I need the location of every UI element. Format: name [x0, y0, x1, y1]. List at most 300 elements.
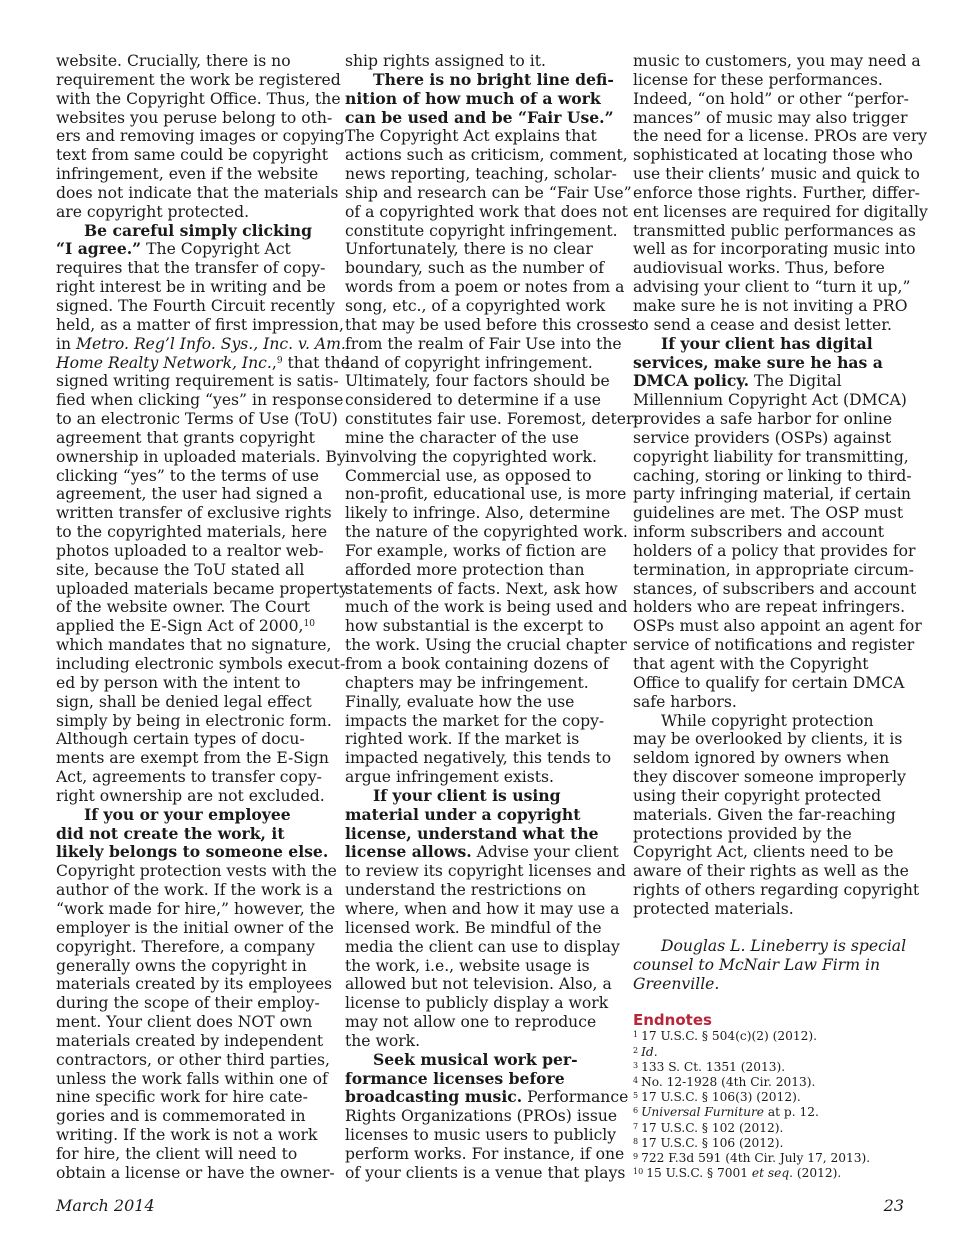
text-line [56, 881, 333, 900]
text-line [56, 899, 336, 919]
text-run: guidelines are met. The OSP must [633, 504, 904, 523]
text-line [633, 183, 920, 203]
text-line [633, 108, 908, 128]
text-line [56, 146, 328, 165]
text-line [633, 749, 905, 768]
text-line [56, 203, 328, 222]
text-run: audiovisual works. Thus, before [633, 259, 885, 278]
text-line [345, 617, 617, 636]
text-line [633, 278, 911, 297]
text-run: licenses to music users to publicly [345, 1126, 617, 1145]
endnote-item [633, 1121, 905, 1136]
text-run: to the copyrighted materials, here [56, 523, 328, 542]
text-run: ed by person with the intent to [56, 673, 301, 692]
text-line [56, 918, 334, 938]
text-line [56, 315, 344, 335]
text-line [345, 561, 617, 580]
text-run: involving the copyrighted work. [345, 447, 597, 466]
text-run: to an electronic Terms of Use (ToU) [56, 410, 338, 429]
text-run: 722 F.3d 591 (4th Cir. July 17, 2013). [641, 1150, 871, 1165]
text-run: employer is the initial owner of the [56, 918, 334, 937]
italic-run: Id. [641, 1044, 658, 1059]
endnote-number: 1 [633, 1030, 639, 1040]
text-line [56, 372, 339, 391]
text-line [345, 749, 617, 768]
text-line [56, 89, 341, 109]
text-line [633, 881, 920, 900]
text-line [633, 617, 922, 636]
text-line [345, 146, 628, 165]
text-run: Ultimately, four factors should be [345, 372, 610, 391]
bold-lead: nition of how much of a work [345, 88, 601, 108]
text-run: Commercial use, as opposed to [345, 466, 592, 485]
text-run: Performance [522, 1088, 629, 1107]
text-line [56, 485, 328, 504]
text-run: may not allow one to reproduce [345, 1013, 597, 1032]
text-run: righted work. If the market is [345, 730, 580, 749]
text-line [633, 825, 905, 844]
text-run: agreement that grants copyright [56, 428, 315, 447]
text-line [56, 447, 346, 467]
footnote-ref: 9 [276, 355, 283, 366]
endnote-item [633, 1060, 905, 1075]
endnote-item [633, 1151, 905, 1166]
bold-lead: If your client is using [373, 785, 561, 805]
endnote-item [633, 1029, 905, 1044]
text-line [56, 278, 328, 297]
text-run: 17 U.S.C. § 106 (2012). [641, 1135, 784, 1150]
text-run: actions such as criticism, comment, [345, 146, 628, 165]
text-run: at p. 12. [764, 1105, 819, 1120]
text-line [56, 806, 328, 825]
text-run: constitute copyright infringement. [345, 221, 618, 240]
text-run: afforded more protection than [345, 560, 585, 579]
text-line [633, 862, 909, 881]
text-run: perform works. For instance, if one [345, 1144, 625, 1163]
text-line [56, 1032, 328, 1051]
text-run: copyright. Therefore, a company [56, 937, 315, 956]
text-run: land of copyright infringement. [345, 353, 593, 372]
text-line [56, 1163, 335, 1183]
text-run: statements of facts. Next, ask how [345, 579, 618, 598]
text-run: are copyright protected. [56, 202, 250, 221]
text-run: that agent with the Copyright [633, 655, 869, 673]
bold-lead: Be careful simply clicking [84, 220, 312, 240]
italic-run: Greenville. [633, 974, 720, 993]
text-run: photos uploaded to a realtor web- [56, 541, 324, 560]
text-line [56, 579, 348, 599]
text-run: use their clients’ music and quick to [633, 165, 920, 184]
text-run: Office to qualify for certain DMCA [633, 673, 905, 692]
text-run: Although certain types of docu- [56, 730, 305, 749]
bold-lead: can be used and be “Fair Use.” [345, 107, 614, 127]
text-run: “work made for hire,” however, the [56, 899, 336, 918]
bold-lead: did not create the work, it [56, 823, 285, 843]
text-run: written transfer of exclusive rights [56, 504, 332, 523]
text-line [345, 278, 625, 297]
text-run: 15 U.S.C. § 7001 [646, 1166, 752, 1181]
text-line [56, 429, 328, 448]
endnote-number: 5 [633, 1091, 639, 1101]
text-line [633, 900, 905, 919]
text-run: transmitted public performances as [633, 221, 916, 240]
text-run: Finally, evaluate how the use [345, 692, 575, 711]
text-line [345, 297, 617, 316]
text-run: using their copyright protected [633, 786, 882, 805]
text-line [633, 956, 905, 975]
text-line [633, 636, 915, 655]
text-line [345, 787, 617, 806]
text-line [56, 862, 337, 881]
spacer [633, 993, 905, 1011]
text-run: applied the E-Sign Act of 2000, [56, 617, 304, 636]
text-line [633, 335, 905, 354]
text-run: media the client can use to display [345, 937, 620, 956]
text-line [56, 843, 328, 862]
text-line [56, 391, 344, 410]
text-run: license to publicly display a work [345, 994, 609, 1013]
column-3 [633, 52, 928, 1181]
text-run: does not indicate that the materials [56, 183, 339, 202]
text-line [633, 579, 917, 599]
text-line [56, 975, 333, 994]
endnote-item [633, 1075, 905, 1090]
text-line [345, 712, 617, 731]
text-line [56, 523, 328, 542]
italic-run: Home Realty Network, Inc. [56, 353, 272, 372]
text-line [56, 296, 335, 316]
text-run: nine specific work for hire cate- [56, 1088, 308, 1107]
text-line [345, 1070, 617, 1089]
text-run: No. 12-1928 (4th Cir. 2013). [641, 1074, 816, 1089]
text-run: of a copyrighted work that does not [345, 202, 628, 221]
endnote-item [633, 1090, 905, 1105]
text-run: ship rights assigned to it. [345, 52, 546, 70]
endnote-item [633, 1045, 905, 1060]
text-run: sign, shall be denied legal effect [56, 692, 312, 711]
text-line [633, 296, 908, 316]
text-line [56, 127, 345, 146]
text-run: from the realm of Fair Use into the [345, 334, 622, 353]
text-line [345, 806, 617, 825]
text-line [633, 655, 905, 674]
text-line [56, 1013, 328, 1032]
text-run: well as for incorporating music into [633, 240, 916, 259]
text-line [633, 447, 909, 467]
italic-run: Universal Furniture [641, 1105, 764, 1120]
text-line [345, 127, 617, 146]
text-line [56, 222, 328, 241]
text-run: uploaded materials became property [56, 579, 348, 598]
text-line [56, 655, 346, 674]
text-run: license for these performances. [633, 70, 883, 89]
text-line [56, 957, 328, 976]
text-run: ownership in uploaded materials. By [56, 447, 346, 466]
text-run: non-profit, educational use, is more [345, 485, 627, 504]
text-run: text from same could be copyright [56, 146, 329, 165]
text-line [56, 787, 328, 806]
text-line [345, 1087, 629, 1107]
footer-page-number: 23 [883, 1196, 904, 1215]
text-line [345, 1051, 617, 1070]
text-run: clicking “yes” to the terms of use [56, 466, 319, 485]
text-run: ship and research can be “Fair Use” [345, 183, 632, 202]
text-line [633, 165, 920, 184]
text-run: ent licenses are required for digitally [633, 202, 928, 221]
text-run: constitutes fair use. Foremost, deter- [345, 410, 639, 429]
endnotes-list [633, 1029, 905, 1181]
text-line [345, 843, 617, 862]
text-run: The Digital [749, 372, 842, 391]
text-line [633, 674, 905, 693]
text-run: which mandates that no signature, [56, 636, 332, 655]
text-line [56, 240, 328, 259]
text-line [633, 541, 916, 561]
text-run: obtain a license or have the owner- [56, 1163, 335, 1182]
text-line [345, 899, 620, 919]
text-line [56, 561, 328, 580]
text-run: generally owns the copyright in [56, 956, 307, 975]
text-line [345, 109, 617, 128]
text-run: protections provided by the [633, 824, 852, 843]
bold-lead: license, understand what the [345, 823, 599, 843]
text-run: Act, agreements to transfer copy- [56, 768, 322, 787]
text-run: holders who are repeat infringers. [633, 598, 906, 617]
text-run: where, when and how it may use a [345, 899, 620, 918]
text-line [345, 52, 617, 71]
text-line [345, 957, 617, 976]
text-line [633, 146, 913, 165]
text-line [56, 334, 346, 354]
text-run: service of notifications and register [633, 636, 915, 655]
text-run: from a book containing dozens of [345, 655, 609, 673]
endnote-number: 8 [633, 1136, 639, 1146]
bold-lead: license allows. [345, 842, 472, 862]
text-line [633, 372, 905, 391]
text-line [345, 222, 617, 241]
text-line [633, 410, 905, 429]
text-line [633, 259, 905, 278]
text-run: signed. The Fourth Circuit recently [56, 296, 335, 315]
text-run: holders of a policy that provides for [633, 541, 916, 560]
text-run: service providers (OSPs) against [633, 428, 892, 447]
text-line [633, 937, 905, 956]
text-line [345, 372, 617, 391]
text-line [345, 598, 628, 617]
text-line [56, 165, 328, 184]
text-line [633, 89, 909, 109]
text-run: agreement, the user had signed a [56, 485, 323, 504]
endnotes-heading: Endnotes [633, 1011, 712, 1030]
text-line [633, 71, 905, 90]
endnote-number: 4 [633, 1075, 639, 1085]
text-line [345, 448, 617, 467]
text-run: enforce those rights. Further, differ- [633, 183, 920, 202]
text-run: of the website owner. The Court [56, 598, 310, 617]
text-run: unless the work falls within one of [56, 1069, 328, 1088]
text-line [633, 806, 905, 825]
text-run: in [56, 334, 76, 353]
text-run: 17 U.S.C. § 102 (2012). [641, 1120, 784, 1135]
text-line [633, 485, 911, 504]
text-line [345, 862, 626, 881]
text-line [56, 1107, 328, 1126]
text-run: contractors, or other third parties, [56, 1050, 330, 1069]
text-line [345, 1013, 617, 1032]
text-run: caching, storing or linking to third- [633, 466, 912, 485]
text-run: to review its copyright licenses and [345, 862, 626, 881]
text-run: gories and is commemorated in [56, 1107, 306, 1126]
bold-lead: If your client has digital [661, 333, 873, 353]
text-line [345, 1032, 617, 1051]
endnote-number: 2 [633, 1045, 639, 1055]
text-run: requirement the work be registered [56, 70, 341, 89]
text-line [56, 259, 328, 278]
text-run: seldom ignored by owners when [633, 749, 890, 768]
text-line [633, 221, 916, 241]
text-run: ments are exempt from the E-Sign [56, 749, 329, 768]
text-run: allowed but not television. Also, a [345, 975, 612, 994]
italic-run: counsel to McNair Law Firm in [633, 955, 881, 974]
text-run: 17 U.S.C. § 106(3) (2012). [641, 1090, 801, 1105]
endnote-number: 3 [633, 1060, 639, 1070]
text-line [345, 523, 628, 542]
text-run: Advise your client [471, 843, 619, 862]
text-run: to send a cease and desist letter. [633, 315, 892, 334]
text-run: Copyright protection vests with the [56, 862, 337, 881]
footnote-ref: 10 [303, 619, 315, 630]
text-run: mine the character of the use [345, 428, 579, 447]
text-line [633, 52, 921, 71]
text-run: Millennium Copyright Act (DMCA) [633, 391, 907, 410]
text-line [345, 1163, 626, 1183]
bold-lead: formance licenses before [345, 1068, 565, 1088]
footer-date: March 2014 [56, 1196, 155, 1215]
text-run: The Copyright Act [141, 240, 291, 259]
text-run: right ownership are not excluded. [56, 786, 325, 805]
text-line [345, 71, 617, 90]
text-line [345, 975, 617, 994]
text-run: the work, i.e., website usage is [345, 956, 590, 975]
text-line [633, 975, 905, 994]
text-line [345, 240, 617, 259]
text-run: protected materials. [633, 899, 794, 918]
endnote-number: 7 [633, 1121, 639, 1131]
text-line [345, 354, 617, 373]
text-run: party infringing material, if certain [633, 485, 911, 504]
text-run: understand the restrictions on [345, 881, 586, 900]
text-run: materials created by independent [56, 1031, 324, 1050]
text-line [345, 580, 617, 599]
text-run: they discover someone improperly [633, 768, 906, 787]
text-line [56, 994, 328, 1013]
italic-run: et seq [751, 1166, 790, 1181]
text-line [345, 410, 639, 429]
text-line [345, 994, 617, 1013]
text-run: for hire, the client will need to [56, 1144, 298, 1163]
text-run: While copyright protection [661, 711, 874, 730]
text-line [56, 693, 328, 712]
endnote-number: 10 [633, 1167, 644, 1177]
endnote-number: 9 [633, 1151, 639, 1161]
bold-lead: There is no bright line defi- [373, 69, 614, 89]
text-run: termination, in appropriate circum- [633, 560, 914, 579]
text-line [345, 429, 617, 448]
text-run: mances” of music may also trigger [633, 108, 908, 127]
text-run: , [271, 353, 277, 372]
text-run: requires that the transfer of copy- [56, 259, 326, 278]
text-line [633, 240, 916, 259]
text-run: signed writing requirement is satis- [56, 372, 339, 391]
bold-lead: Seek musical work per- [373, 1049, 578, 1069]
text-run: site, because the ToU stated all [56, 560, 305, 579]
text-run: much of the work is being used and [345, 598, 628, 617]
text-run: websites you peruse belong to oth- [56, 108, 333, 127]
text-line [56, 938, 328, 957]
text-line [345, 881, 617, 900]
text-line [56, 183, 339, 203]
text-run: Indeed, “on hold” or other “perfor- [633, 89, 909, 108]
text-run: sophisticated at locating those who [633, 146, 913, 165]
text-line [345, 674, 617, 693]
text-line [345, 636, 627, 655]
text-line [633, 787, 905, 806]
text-line [345, 825, 617, 844]
text-run: rights of others regarding copyright [633, 881, 920, 900]
text-run: chapters may be infringement. [345, 673, 589, 692]
text-run: impacted negatively, this tends to [345, 749, 612, 768]
text-run: materials created by its employees [56, 975, 333, 994]
text-run: music to customers, you may need a [633, 52, 921, 70]
text-line [56, 353, 350, 373]
text-line [345, 655, 617, 674]
spacer [633, 919, 905, 937]
text-line [56, 768, 328, 787]
text-line [633, 127, 928, 146]
italic-run: Douglas L. Lineberry is special [661, 936, 907, 955]
column-1 [56, 52, 350, 1183]
bold-lead: material under a copyright [345, 804, 581, 824]
text-run: fied when clicking “yes” in response [56, 391, 344, 410]
bold-lead: DMCA policy. [633, 371, 750, 391]
text-line [56, 1070, 328, 1089]
text-line [633, 316, 905, 335]
text-line [633, 202, 928, 222]
column-3-body [633, 52, 928, 993]
text-run: may be overlooked by clients, it is [633, 730, 903, 749]
text-line [56, 542, 328, 561]
text-line [345, 90, 617, 109]
text-line [56, 504, 332, 523]
text-line [345, 1126, 617, 1145]
text-line [56, 467, 328, 486]
text-run: safe harbors. [633, 692, 737, 711]
bold-lead: If you or your employee [84, 804, 291, 824]
text-run: the nature of the copyrighted work. [345, 523, 628, 542]
text-run: that the [282, 353, 350, 372]
text-line [345, 202, 628, 222]
text-line [56, 674, 328, 693]
text-run: boundary, such as the number of [345, 259, 605, 278]
text-run: simply by being in electronic form. [56, 711, 332, 730]
text-run: infringement, even if the website [56, 165, 319, 184]
text-run: copyright liability for transmitting, [633, 447, 909, 466]
text-run: stances, of subscribers and account [633, 579, 917, 598]
text-line [56, 70, 341, 90]
text-run: OSPs must also appoint an agent for [633, 617, 922, 636]
text-run: including electronic symbols execut- [56, 655, 346, 673]
text-run: materials. Given the far-reaching [633, 805, 896, 824]
